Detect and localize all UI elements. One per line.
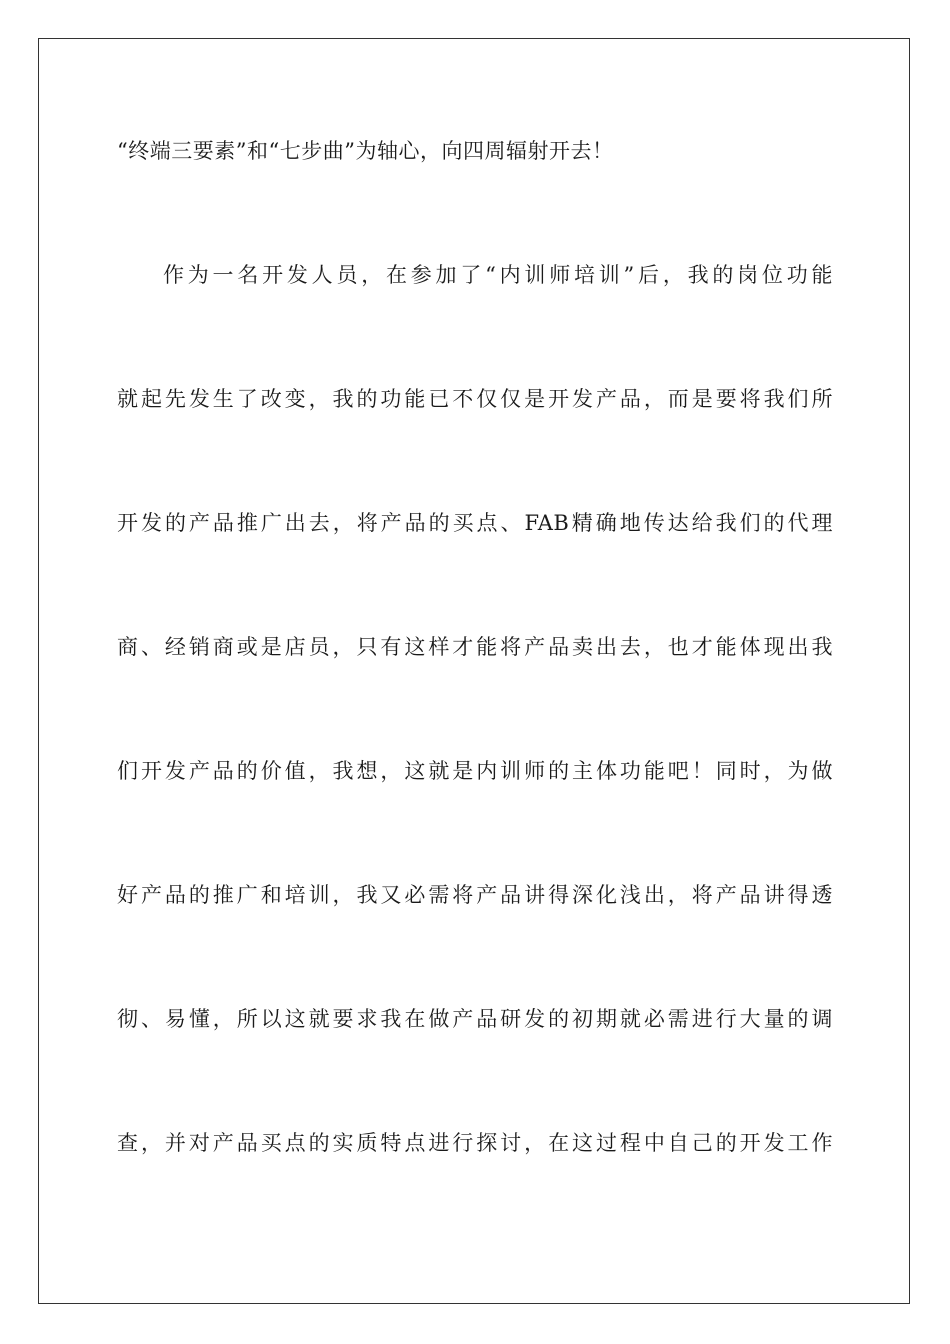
paragraph-line: 开发的产品推广出去，将产品的买点、FAB精确地传达给我们的代理 — [117, 511, 833, 535]
paragraph-line-continuation: “终端三要素”和“七步曲”为轴心，向四周辐射开去！ — [117, 139, 614, 163]
paragraph-line: 就起先发生了改变，我的功能已不仅仅是开发产品，而是要将我们所 — [117, 387, 833, 411]
paragraph-line: 们开发产品的价值，我想，这就是内训师的主体功能吧！同时，为做 — [117, 759, 833, 783]
page-frame — [38, 38, 910, 1304]
paragraph-line-first: 作为一名开发人员，在参加了“内训师培训”后，我的岗位功能 — [163, 263, 833, 287]
paragraph-line: 彻、易懂，所以这就要求我在做产品研发的初期就必需进行大量的调 — [117, 1007, 833, 1031]
paragraph-line: 查，并对产品买点的实质特点进行探讨，在这过程中自己的开发工作 — [117, 1131, 833, 1155]
paragraph-line: 商、经销商或是店员，只有这样才能将产品卖出去，也才能体现出我 — [117, 635, 833, 659]
paragraph-line: 好产品的推广和培训，我又必需将产品讲得深化浅出，将产品讲得透 — [117, 883, 833, 907]
